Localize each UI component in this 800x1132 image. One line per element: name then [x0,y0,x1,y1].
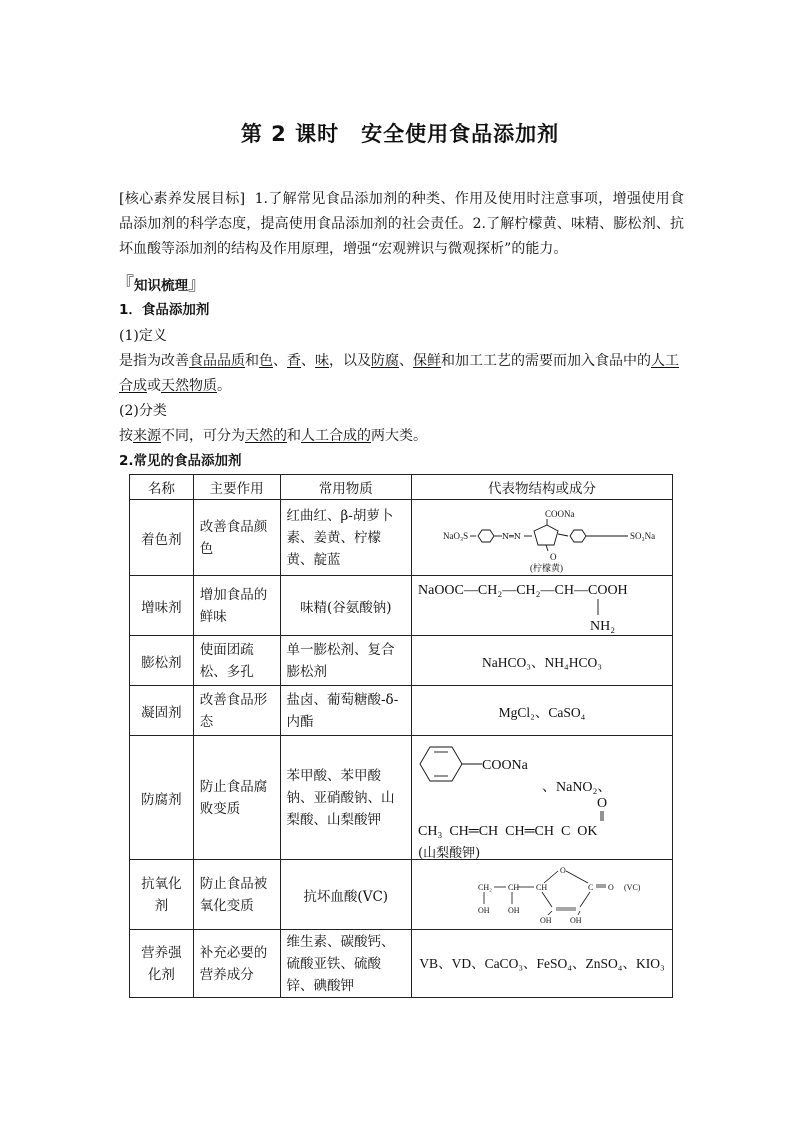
row-use: 防止食品被氧化变质 [193,860,280,930]
row-name: 着色剂 [130,500,194,576]
svg-text:CH: CH [535,882,548,892]
row-substances: 苯甲酸、苯甲酸钠、亚硝酸钠、山梨酸、山梨酸钾 [280,736,411,860]
row-name: 营养强化剂 [130,930,194,998]
tartrazine-structure [411,500,672,576]
table-row [130,860,673,930]
row-substances: 盐卤、葡萄糖酸-δ-内酯 [280,686,411,736]
svg-text:NH₂: NH₂ [589,618,616,634]
row-use: 改善食品形态 [193,686,280,736]
svg-text:SO₃Na: SO₃Na [629,530,656,541]
svg-text:CH₃ CH═CH CH═CH C OK: CH₃ CH═CH CH═CH C OK [417,823,598,839]
svg-text:N═N: N═N [501,531,521,541]
preservative-structure [411,736,672,860]
row-use: 使面团疏松、多孔 [193,636,280,686]
col-header-use: 主要作用 [193,475,280,500]
row-name: 增味剂 [130,576,194,636]
table-row [130,500,673,576]
svg-text:CH₂: CH₂ [477,882,492,892]
table-row [130,576,673,636]
core-goals-label: [核心素养发展目标] [119,191,246,207]
core-goals [119,187,684,262]
svg-text:(山梨酸钾): (山梨酸钾) [417,845,481,859]
svg-text:COONa: COONa [544,508,575,519]
svg-text:OH: OH [477,905,490,915]
table-row [130,686,673,736]
core-goals-text: 1.了解常见食品添加剂的种类、作用及使用时注意事项，增强使用食品添加剂的科学态度，提高使用食品添加剂的社会责任。2.了解柠檬黄、味精、膨松剂、抗坏血酸等添加剂的结构及作用原理，增强“宏观辨识与微观探析”的能力。 [119,191,684,257]
row-use: 防止食品腐败变质 [193,736,280,860]
classification-label: (2)分类 [119,403,167,419]
row-use: 增加食品的鲜味 [193,576,280,636]
row-name: 抗氧化剂 [130,860,194,930]
row-use: 补充必要的营养成分 [193,930,280,998]
tartrazine-diagram [412,501,670,575]
row-name: 凝固剂 [130,686,194,736]
svg-text:O: O [559,865,566,875]
svg-text:C: C [587,882,594,892]
row-substances: 红曲红、β-胡萝卜素、姜黄、柠檬黄、靛蓝 [280,500,411,576]
section-label: 知识梳理 [134,278,188,294]
lesson-number: 第 2 课时 [240,122,340,146]
row-substances: 抗坏血酸(VC) [280,860,411,930]
msg-diagram [412,577,670,635]
row-name: 膨松剂 [130,636,194,686]
svg-text:OH: OH [539,915,552,925]
svg-text:NaO₃S: NaO₃S [442,530,469,541]
svg-text:(VC): (VC) [623,882,641,892]
svg-text:O: O [607,882,614,892]
classification-text: 按来源不同，可分为天然的和人工合成的两大类。 [119,428,427,444]
vc-diagram [412,861,670,929]
row-substances: 味精(谷氨酸钠) [280,576,411,636]
svg-text:、NaNO₂、: 、NaNO₂、 [541,779,612,795]
definition-label: (1)定义 [119,328,167,344]
table-row [130,736,673,860]
page-title [0,118,800,148]
row-substances: 单一膨松剂、复合膨松剂 [280,636,411,686]
svg-text:O: O [596,795,608,811]
col-header-name: 名称 [130,475,194,500]
preservative-diagram [412,737,670,859]
heading-food-additives: 1．食品添加剂 [119,302,210,318]
svg-text:NaOOC—CH₂—CH₂—CH—COOH: NaOOC—CH₂—CH₂—CH—COOH [417,582,628,598]
col-header-representative: 代表物结构或成分 [411,475,672,500]
row-name: 防腐剂 [130,736,194,860]
row-representative: MgCl₂、CaSO₄ [411,686,672,736]
row-representative: NaHCO₃、NH₄HCO₃ [411,636,672,686]
svg-text:CH: CH [507,882,520,892]
heading-common-additives: 2.常见的食品添加剂 [119,453,242,469]
definition-text: 是指为改善食品品质和色、香、味，以及防腐、保鲜和加工工艺的需要而加入食品中的人工合成或天然物质。 [119,353,679,394]
msg-structure [411,576,672,636]
row-use: 改善食品颜色 [193,500,280,576]
table-row [130,636,673,686]
svg-text:OH: OH [507,905,520,915]
svg-text:(柠檬黄): (柠檬黄) [529,562,563,573]
additives-table [129,474,673,998]
table-header-row [130,475,673,500]
svg-text:OH: OH [569,915,582,925]
col-header-substances: 常用物质 [280,475,411,500]
row-representative: VB、VD、CaCO₃、FeSO₄、ZnSO₄、KIO₃ [411,930,672,998]
svg-text:O: O [549,551,557,562]
vc-structure [411,860,672,930]
svg-text:COONa: COONa [481,757,528,773]
section-tag: 『知识梳理』 [116,274,206,295]
table-row [130,930,673,998]
row-substances: 维生素、碳酸钙、硫酸亚铁、硫酸锌、碘酸钾 [280,930,411,998]
lesson-title: 安全使用食品添加剂 [361,122,560,146]
